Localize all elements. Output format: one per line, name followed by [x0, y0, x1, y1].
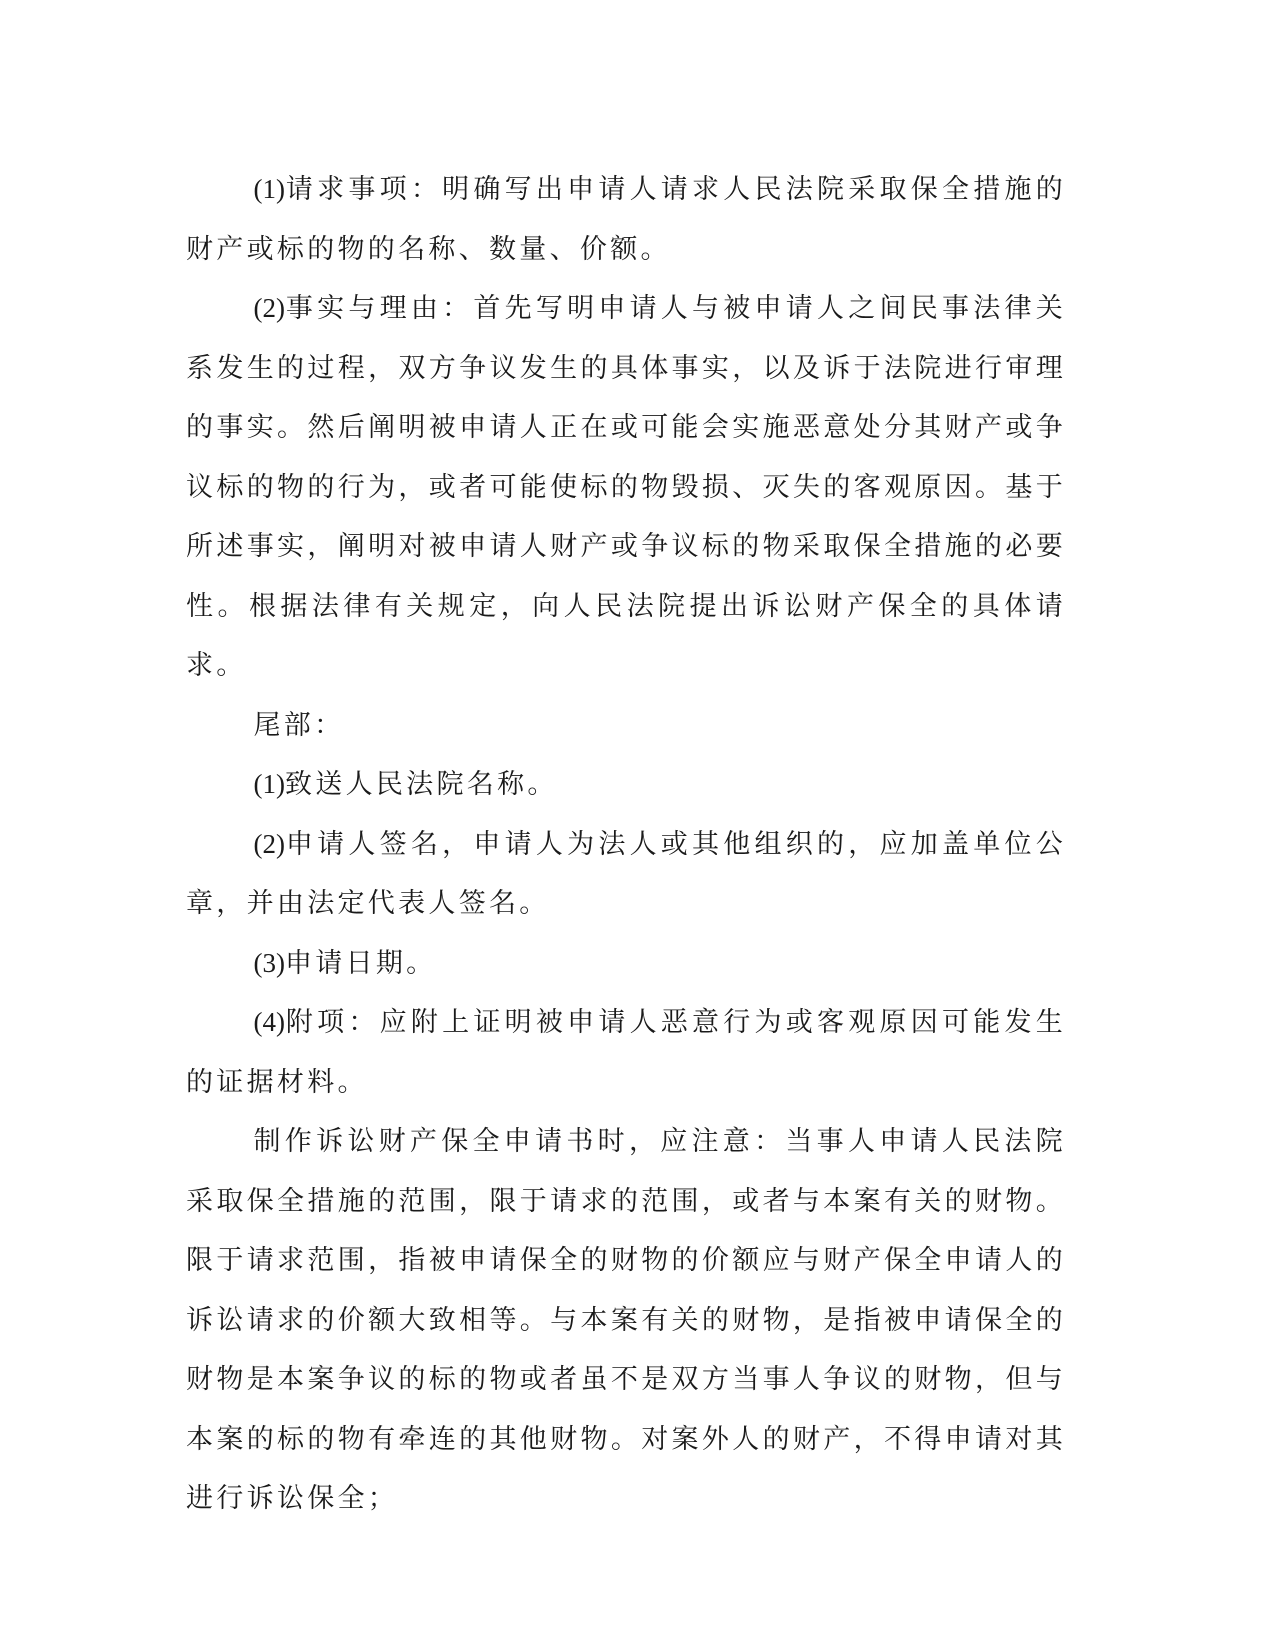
paragraph-text: 申请日期。: [284, 947, 437, 979]
paragraph-notes: [186, 1112, 1066, 1529]
paragraph-text: 附项：应附上证明被申请人恶意行为或客观原因可能发生的证据材料。: [186, 1007, 1066, 1098]
list-marker: (4): [253, 1007, 285, 1037]
paragraph-text: 致送人民法院名称。: [284, 769, 558, 800]
paragraph-text: 尾部：: [253, 709, 345, 741]
paragraph-date: [186, 934, 1066, 994]
paragraph-text: 事实与理由：首先写明申请人与被申请人之间民事法律关系发生的过程，双方争议发生的具体事实，以及诉于法院进行审理的事实。然后阐明被申请人正在或可能会实施恶意处分其财产或争议标的物的行为，或者可能使标的物毁损、灭失的客观原因。基于所述事实，阐明对被申请人财产或争议标的物采取保全措施的必要性。根据法律有关规定，向人民法院提出诉讼财产保全的具体请求。: [186, 293, 1066, 681]
paragraph-request-items: [186, 160, 1066, 279]
document-body: [186, 160, 1066, 1529]
paragraph-text: 请求事项：明确写出申请人请求人民法院采取保全措施的财产或标的物的名称、数量、价额。: [186, 174, 1066, 265]
list-marker: (2): [253, 828, 285, 859]
paragraph-signature: [186, 815, 1066, 934]
paragraph-facts-reasons: [186, 279, 1066, 696]
list-marker: (1): [253, 174, 285, 204]
paragraph-text: 制作诉讼财产保全申请书时，应注意：当事人申请人民法院采取保全措施的范围，限于请求的范围，或者与本案有关的财物。限于请求范围，指被申请保全的财物的价额应与财产保全申请人的诉讼请求的价额大致相等。与本案有关的财物，是指被申请保全的财物是本案争议的标的物或者虽不是双方当事人争议的财物，但与本案的标的物有牵连的其他财物。对案外人的财产，不得申请对其进行诉讼保全；: [186, 1126, 1066, 1514]
paragraph-text: 申请人签名，申请人为法人或其他组织的，应加盖单位公章，并由法定代表人签名。: [186, 828, 1066, 919]
paragraph-court-name: [186, 755, 1066, 815]
list-marker: (2): [253, 293, 285, 323]
section-heading-ending: [186, 696, 1066, 756]
paragraph-attachments: [186, 993, 1066, 1112]
list-marker: (1): [253, 769, 285, 799]
list-marker: (3): [253, 947, 285, 978]
